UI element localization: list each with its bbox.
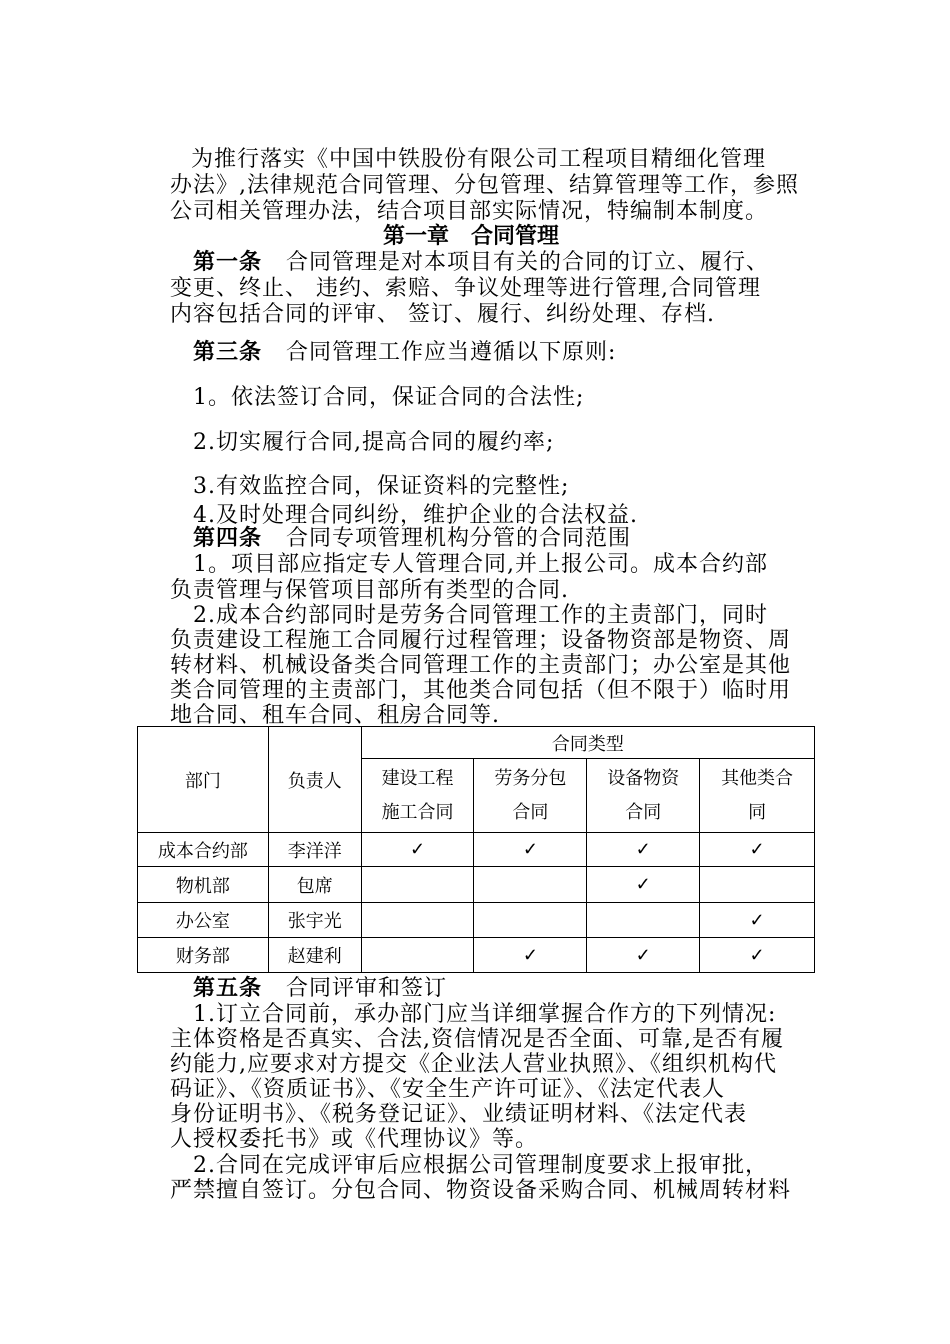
check-cell: ✓ (700, 938, 815, 973)
article3-label: 第三条 (193, 340, 263, 365)
article5-line-7: 2.合同在完成评审后应根据公司管理制度要求上报审批， (193, 1153, 768, 1178)
article3-item-3: 3.有效监控合同，保证资料的完整性; (193, 474, 570, 499)
header-person: 负责人 (268, 727, 361, 833)
intro-line-2: 办法》,法律规范合同管理、分包管理、结算管理等工作，参照 (170, 173, 799, 198)
article4-heading (193, 526, 631, 552)
check-cell (361, 867, 474, 903)
article4-line-6: 类合同管理的主责部门，其他类合同包括（但不限于）临时用 (170, 678, 792, 703)
article4-line-7: 地合同、租车合同、租房合同等. (170, 703, 500, 728)
article4-label: 第四条 (193, 526, 263, 551)
article1-text: 合同管理是对本项目有关的合同的订立、履行、 (286, 250, 770, 275)
check-cell (474, 903, 587, 938)
intro-line-3: 公司相关管理办法，结合项目部实际情况，特编制本制度。 (170, 199, 769, 224)
header-dept: 部门 (138, 727, 269, 833)
intro-line-1: 为推行落实《中国中铁股份有限公司工程项目精细化管理 (191, 147, 767, 172)
table-row (138, 833, 815, 867)
type-labor: 劳务分包 合同 (474, 759, 587, 833)
article4-line-4: 负责建设工程施工合同履行过程管理；设备物资部是物资、周 (170, 628, 792, 653)
article5-line-5: 身份证明书》、《税务登记证》、业绩证明材料、《法定代表 (170, 1102, 748, 1127)
check-cell (474, 867, 587, 903)
article3-text: 合同管理工作应当遵循以下原则: (286, 340, 617, 365)
dept-cell: 物机部 (138, 867, 269, 903)
check-cell (587, 903, 700, 938)
person-cell: 赵建利 (268, 938, 361, 973)
dept-cell: 财务部 (138, 938, 269, 973)
article5-line-6: 人授权委托书》或《代理协议》等。 (170, 1127, 539, 1152)
type-construction: 建设工程 施工合同 (361, 759, 474, 833)
person-cell: 张宇光 (268, 903, 361, 938)
contract-table (137, 726, 815, 973)
article3-item-2: 2.切实履行合同,提高合同的履约率; (193, 430, 555, 455)
article5-line-2: 主体资格是否真实、合法,资信情况是否全面、可靠,是否有履 (170, 1027, 784, 1052)
dept-cell: 办公室 (138, 903, 269, 938)
article3-item-4: 4.及时处理合同纠纷，维护企业的合法权益. (193, 503, 638, 528)
article1-line-3: 内容包括合同的评审、 签订、履行、纠纷处理、存档. (170, 302, 715, 327)
article5-line-3: 约能力,应要求对方提交《企业法人营业执照》、《组织机构代 (170, 1052, 777, 1077)
check-cell (361, 938, 474, 973)
article4-text: 合同专项管理机构分管的合同范围 (286, 526, 632, 551)
check-cell: ✓ (700, 903, 815, 938)
article5-line-1: 1.订立合同前，承办部门应当详细掌握合作方的下列情况: (193, 1002, 777, 1027)
type-equipment: 设备物资 合同 (587, 759, 700, 833)
article5-label: 第五条 (193, 976, 263, 1001)
article4-line-2: 负责管理与保管项目部所有类型的合同. (170, 578, 569, 603)
table-row (138, 867, 815, 903)
article5-text: 合同评审和签订 (286, 976, 448, 1001)
check-cell: ✓ (587, 938, 700, 973)
check-cell: ✓ (700, 833, 815, 867)
article4-line-1: 1。项目部应指定专人管理合同,并上报公司。成本合约部 (193, 552, 768, 577)
person-cell: 李洋洋 (268, 833, 361, 867)
header-contract-type: 合同类型 (361, 727, 814, 759)
check-cell: ✓ (474, 833, 587, 867)
table-header-row (138, 727, 815, 759)
article4-line-5: 转材料、机械设备类合同管理工作的主责部门；办公室是其他 (170, 653, 792, 678)
type-other: 其他类合 同 (700, 759, 815, 833)
check-cell: ✓ (474, 938, 587, 973)
article5-line-4: 码证》、《资质证书》、《安全生产许可证》、《法定代表人 (170, 1077, 726, 1102)
article3-item-1: 1。依法签订合同，保证合同的合法性; (193, 385, 585, 410)
person-cell: 包席 (268, 867, 361, 903)
check-cell: ✓ (587, 833, 700, 867)
article1-line-2: 变更、终止、 违约、索赔、争议处理等进行管理,合同管理 (170, 276, 761, 301)
check-cell: ✓ (587, 867, 700, 903)
article1-label: 第一条 (193, 250, 263, 275)
article5-line-8: 严禁擅自签订。分包合同、物资设备采购合同、机械周转材料 (170, 1178, 792, 1203)
chapter-title: 第一章 合同管理 (383, 224, 560, 249)
check-cell: ✓ (361, 833, 474, 867)
check-cell (361, 903, 474, 938)
article1-line-1 (193, 250, 769, 276)
table-row (138, 903, 815, 938)
dept-cell: 成本合约部 (138, 833, 269, 867)
table-row (138, 938, 815, 973)
article3-heading (193, 340, 616, 366)
check-cell (700, 867, 815, 903)
article5-heading (193, 976, 447, 1002)
article4-line-3: 2.成本合约部同时是劳务合同管理工作的主责部门，同时 (193, 603, 768, 628)
